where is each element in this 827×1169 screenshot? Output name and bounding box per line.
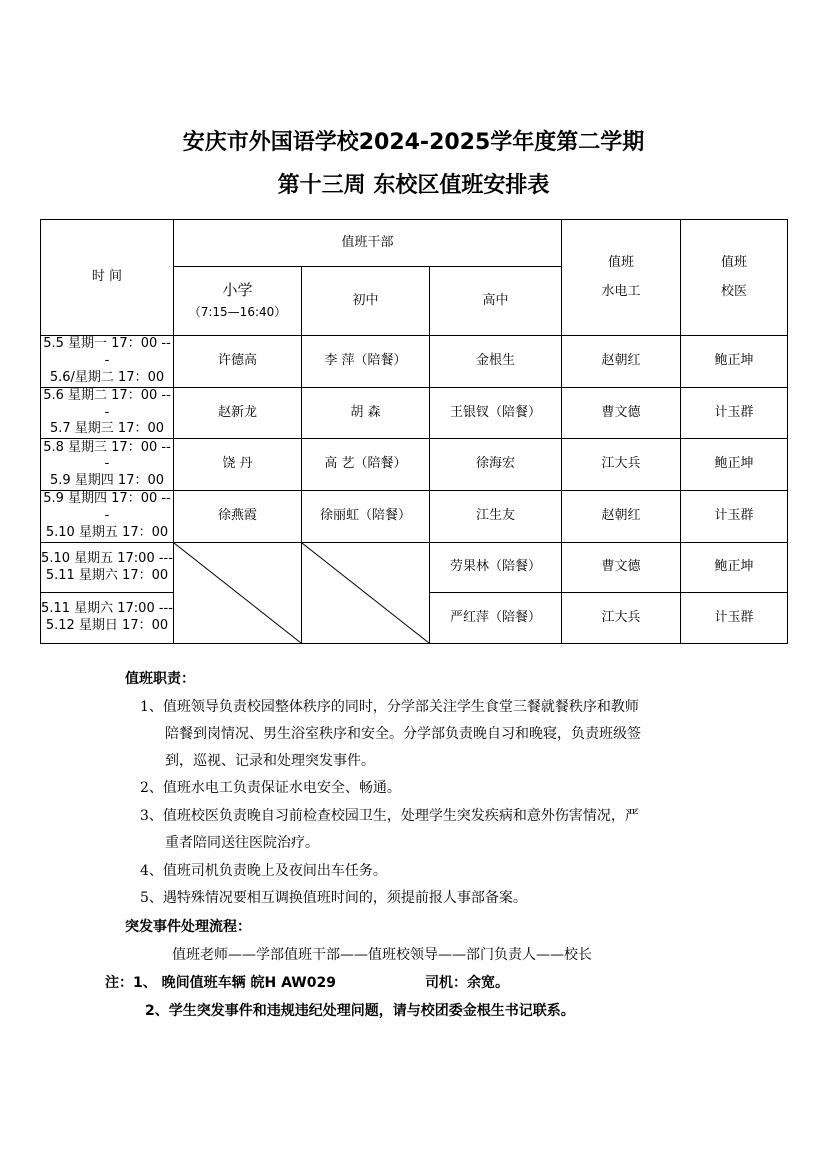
- header-doctor-line2: 校医: [720, 283, 747, 299]
- header-electrician-line2: 水电工: [601, 283, 641, 299]
- cell-high: 徐海宏: [430, 439, 562, 491]
- cell-middle: 李 萍（陪餐）: [302, 336, 430, 388]
- cell-middle: 胡 森: [302, 387, 430, 439]
- duty-1-line-3: 到，巡视、记录和处理突发事件。: [165, 753, 375, 769]
- cell-electrician: 曹文德: [562, 387, 681, 439]
- cell-middle: 高 艺（陪餐）: [302, 439, 430, 491]
- cell-primary: 饶 丹: [174, 439, 302, 491]
- cell-time: [41, 491, 174, 543]
- header-electrician: [562, 220, 681, 336]
- cell-primary-empty-diagonal: [174, 543, 302, 644]
- cell-high: 劳果林（陪餐）: [430, 543, 562, 593]
- time-end: 5.6/星期二 17：00: [49, 369, 165, 385]
- cell-electrician: 赵朝红: [562, 491, 681, 543]
- table-row: [41, 439, 788, 491]
- cell-electrician: 曹文德: [562, 543, 681, 593]
- time-end: 5.9 星期四 17：00: [49, 473, 165, 489]
- duty-3-line-2: 重者陪同送往医院治疗。: [165, 835, 319, 851]
- duty-3-line-1: 3、值班校医负责晚自习前检查校园卫生，处理学生突发疾病和意外伤害情况，严: [140, 808, 639, 824]
- cell-time: [41, 336, 174, 388]
- header-middle: 初中: [302, 267, 430, 336]
- header-doctor: [681, 220, 788, 336]
- cell-time: [41, 387, 174, 439]
- table-row: [41, 387, 788, 439]
- time-start: 5.10 星期五 17:00 ---: [41, 550, 173, 566]
- time-start: 5.6 星期二 17：00 ---: [43, 387, 171, 420]
- cell-doctor: 计玉群: [681, 491, 788, 543]
- time-start: 5.11 星期六 17:00 ---: [41, 601, 173, 617]
- header-primary: [174, 267, 302, 336]
- cell-electrician: 赵朝红: [562, 336, 681, 388]
- cell-time: [41, 543, 174, 593]
- cell-high: 王银钗（陪餐）: [430, 387, 562, 439]
- time-end: 5.12 星期日 17：00: [45, 618, 169, 634]
- table-row: [41, 543, 788, 593]
- cell-high: 严红萍（陪餐）: [430, 593, 562, 644]
- cell-primary: 徐燕霞: [174, 491, 302, 543]
- cell-time: [41, 439, 174, 491]
- cell-electrician: 江大兵: [562, 439, 681, 491]
- cell-time: [41, 593, 174, 644]
- process-flow: 值班老师——学部值班干部——值班校领导——部门负责人——校长: [172, 947, 592, 963]
- cell-middle: 徐丽虹（陪餐）: [302, 491, 430, 543]
- header-primary-hours: （7:15—16:40）: [188, 304, 287, 319]
- time-start: 5.5 星期一 17：00 ---: [43, 336, 171, 368]
- time-end: 5.11 星期六 17：00: [45, 567, 169, 583]
- table-row: [41, 491, 788, 543]
- time-start: 5.9 星期四 17：00 ---: [43, 491, 171, 524]
- cell-doctor: 计玉群: [681, 387, 788, 439]
- title-line-1: 安庆市外国语学校2024-2025学年度第二学期: [182, 130, 645, 155]
- cell-middle-empty-diagonal: [302, 543, 430, 644]
- duty-1-line-2: 陪餐到岗情况、男生浴室秩序和安全。分学部负责晚自习和晚寝，负责班级签: [165, 726, 641, 742]
- note-1-driver: 司机：余宽。: [425, 975, 509, 991]
- time-end: 5.10 星期五 17：00: [45, 525, 169, 541]
- duty-2: 2、值班水电工负责保证水电安全、畅通。: [140, 780, 401, 796]
- duty-1-line-1: 1、值班领导负责校园整体秩序的同时，分学部关注学生食堂三餐就餐秩序和教师: [140, 699, 639, 715]
- duties-heading: 值班职责：: [125, 671, 195, 687]
- header-cadre: 值班干部: [174, 220, 562, 267]
- note-1-vehicle: 注：1、 晚间值班车辆 皖H AW029: [105, 975, 336, 991]
- header-time: 时 间: [41, 220, 174, 336]
- cell-electrician: 江大兵: [562, 593, 681, 644]
- cell-high: 江生友: [430, 491, 562, 543]
- header-high: 高中: [430, 267, 562, 336]
- time-end: 5.7 星期三 17：00: [49, 421, 165, 437]
- diagonal-slash: [302, 543, 429, 643]
- cell-primary: 许德高: [174, 336, 302, 388]
- cell-doctor: 鲍正坤: [681, 439, 788, 491]
- duty-schedule-table: [40, 219, 788, 644]
- diagonal-slash: [174, 543, 301, 643]
- header-doctor-line1: 值班: [720, 254, 747, 270]
- cell-doctor: 鲍正坤: [681, 543, 788, 593]
- time-start: 5.8 星期三 17：00 ---: [43, 439, 171, 472]
- cell-high: 金根生: [430, 336, 562, 388]
- table-row: [41, 336, 788, 388]
- cell-primary: 赵新龙: [174, 387, 302, 439]
- duty-5: 5、遇特殊情况要相互调换值班时间的，须提前报人事部备案。: [140, 890, 527, 906]
- title-line-2: 第十三周 东校区值班安排表: [277, 173, 550, 198]
- cell-doctor: 计玉群: [681, 593, 788, 644]
- process-heading: 突发事件处理流程：: [125, 919, 251, 935]
- duty-4: 4、值班司机负责晚上及夜间出车任务。: [140, 863, 387, 879]
- header-primary-label: 小学: [222, 281, 253, 300]
- note-2: 2、学生突发事件和违规违纪处理问题，请与校团委金根生书记联系。: [145, 1003, 575, 1019]
- header-electrician-line1: 值班: [607, 254, 634, 270]
- cell-doctor: 鲍正坤: [681, 336, 788, 388]
